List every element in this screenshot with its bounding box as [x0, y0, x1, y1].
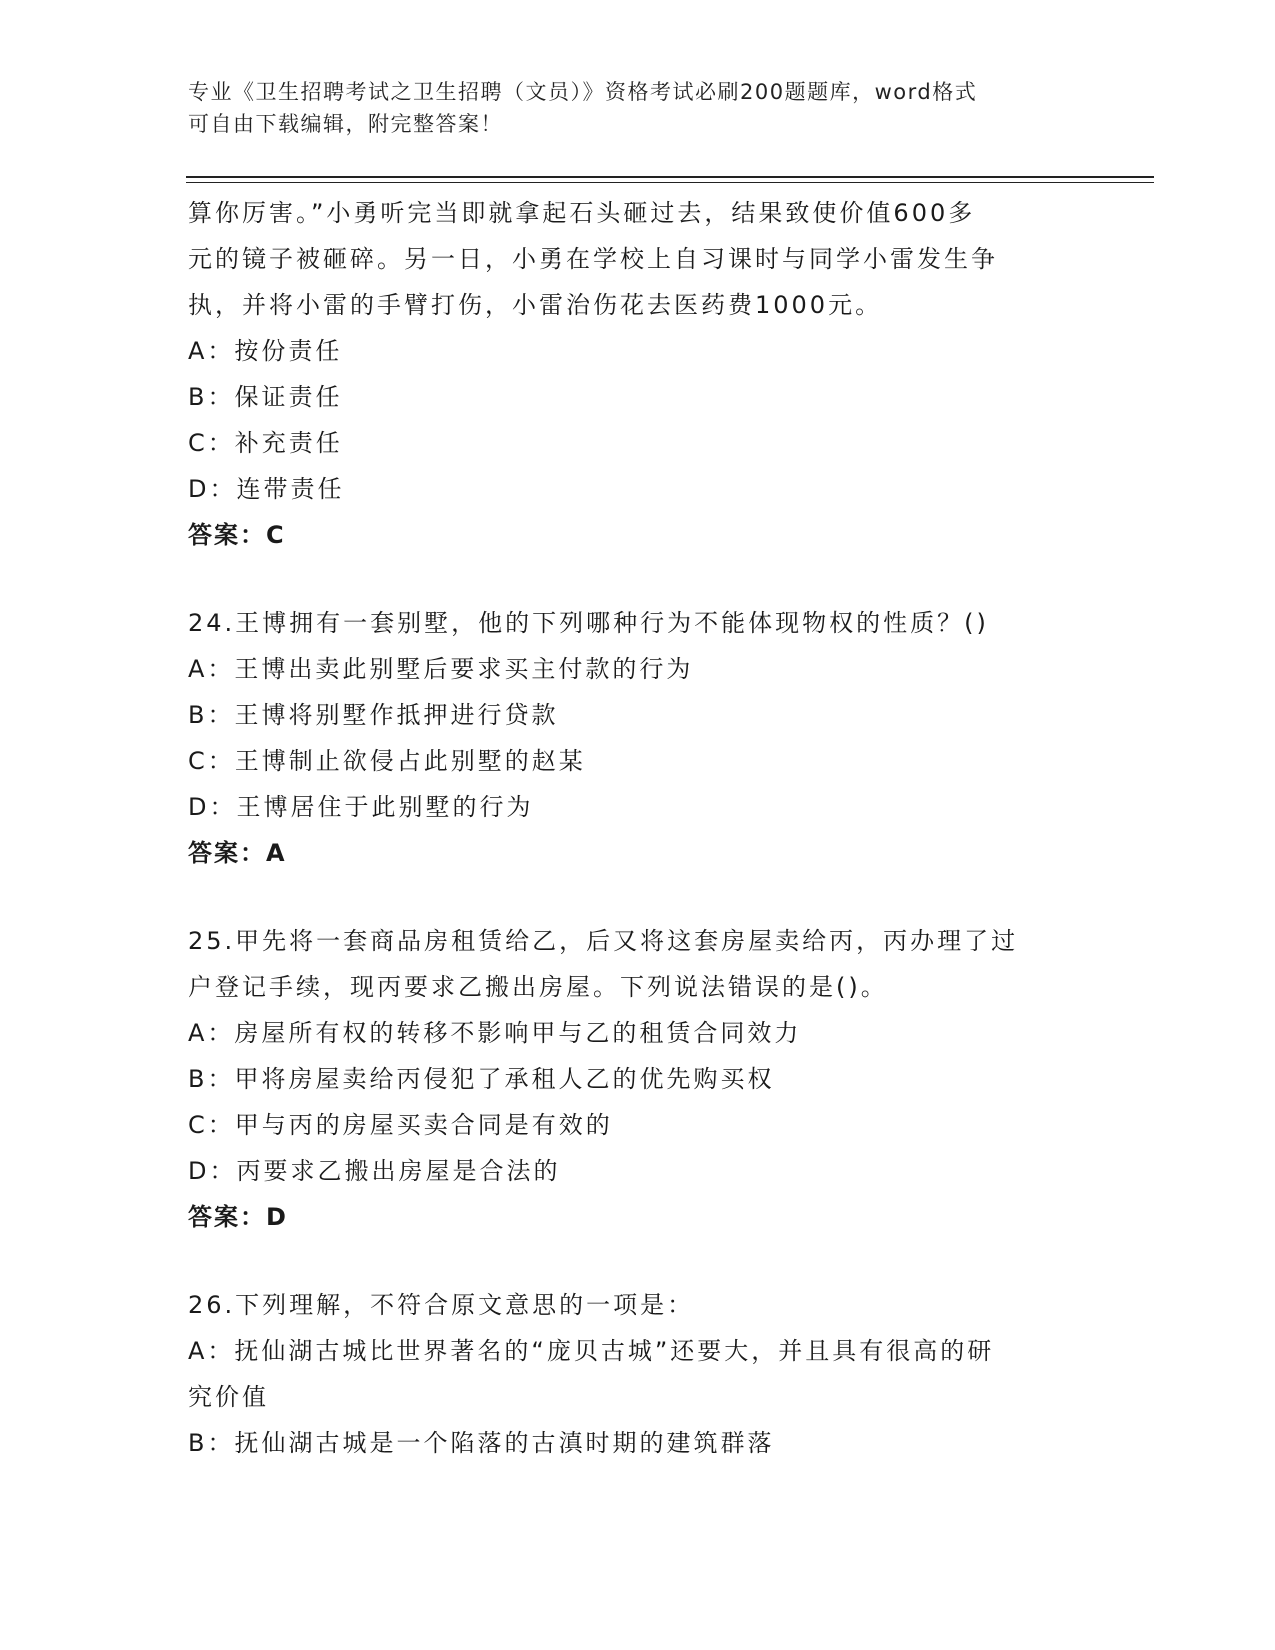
- answer-line: 答案：D: [188, 1203, 288, 1231]
- option-b: B：抚仙湖古城是一个陷落的古滇时期的建筑群落: [188, 1429, 775, 1457]
- option-d: D：连带责任: [188, 475, 345, 503]
- question-25: [188, 918, 1088, 1240]
- document-body: [188, 190, 1088, 1466]
- spacer: [188, 558, 1088, 600]
- question-continued: [188, 190, 1088, 558]
- option-c: C：甲与丙的房屋买卖合同是有效的: [188, 1111, 613, 1139]
- option-a: A：按份责任: [188, 337, 343, 365]
- question-stem: 户登记手续，现丙要求乙搬出房屋。下列说法错误的是()。: [188, 973, 888, 1001]
- question-26: [188, 1282, 1088, 1466]
- question-stem: 26.下列理解，不符合原文意思的一项是：: [188, 1291, 695, 1319]
- option-b: B：保证责任: [188, 383, 343, 411]
- header-line-1: 专业《卫生招聘考试之卫生招聘（文员）》资格考试必刷200题题库，word格式: [188, 80, 978, 104]
- spacer: [188, 876, 1088, 918]
- option-d: D：王博居住于此别墅的行为: [188, 793, 534, 821]
- answer-line: 答案：C: [188, 521, 286, 549]
- question-24: [188, 600, 1088, 876]
- answer-line: 答案：A: [188, 839, 287, 867]
- question-stem: 24.王博拥有一套别墅，他的下列哪种行为不能体现物权的性质？(): [188, 609, 989, 637]
- option-a: A：抚仙湖古城比世界著名的“庞贝古城”还要大，并且具有很高的研: [188, 1337, 995, 1365]
- stem-line: 元的镜子被砸碎。另一日，小勇在学校上自习课时与同学小雷发生争: [188, 245, 998, 273]
- spacer: [188, 1240, 1088, 1282]
- header-divider-thin: [186, 182, 1154, 183]
- stem-line: 算你厉害。”小勇听完当即就拿起石头砸过去，结果致使价值600多: [188, 199, 976, 227]
- option-a-continued: 究价值: [188, 1383, 269, 1411]
- question-stem: 25.甲先将一套商品房租赁给乙，后又将这套房屋卖给丙，丙办理了过: [188, 927, 1019, 955]
- header-line-2: 可自由下载编辑，附完整答案！: [188, 112, 503, 136]
- header-divider-thick: [186, 176, 1154, 178]
- option-a: A：王博出卖此别墅后要求买主付款的行为: [188, 655, 694, 683]
- stem-line: 执，并将小雷的手臂打伤，小雷治伤花去医药费1000元。: [188, 291, 883, 319]
- option-b: B：王博将别墅作抵押进行贷款: [188, 701, 559, 729]
- option-c: C：补充责任: [188, 429, 343, 457]
- option-c: C：王博制止欲侵占此别墅的赵某: [188, 747, 586, 775]
- option-b: B：甲将房屋卖给丙侵犯了承租人乙的优先购买权: [188, 1065, 775, 1093]
- option-a: A：房屋所有权的转移不影响甲与乙的租赁合同效力: [188, 1019, 802, 1047]
- option-d: D：丙要求乙搬出房屋是合法的: [188, 1157, 561, 1185]
- document-header: [188, 76, 1068, 140]
